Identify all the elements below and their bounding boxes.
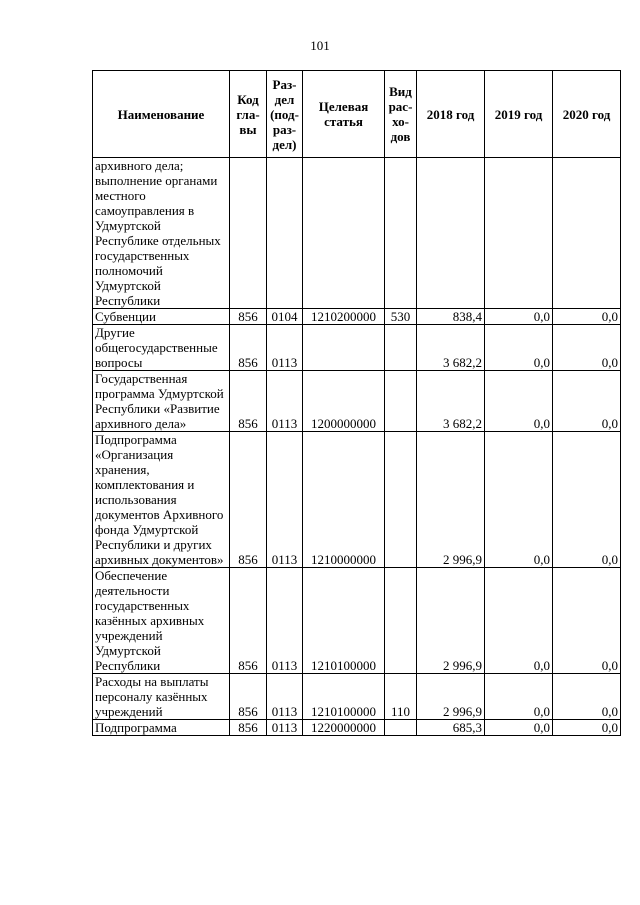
cell-target: [303, 158, 385, 309]
cell-2018: 3 682,2: [417, 371, 485, 432]
cell-2020: 0,0: [553, 432, 621, 568]
cell-code: 856: [230, 720, 267, 736]
cell-target: 1210000000: [303, 432, 385, 568]
cell-target: 1210100000: [303, 674, 385, 720]
cell-section: 0113: [267, 325, 303, 371]
cell-name: Другие общегосударственные вопросы: [93, 325, 230, 371]
cell-2020: 0,0: [553, 325, 621, 371]
cell-2019: 0,0: [485, 432, 553, 568]
cell-type: [385, 432, 417, 568]
budget-table: [92, 70, 621, 736]
cell-name: Обеспечение деятельности государственных казённых архивных учреждений Удмуртской Республики: [93, 568, 230, 674]
cell-name: Подпрограмма «Организация хранения, комплектования и использования документов Архивного фонда Удмуртской Республики и других архивных документов»: [93, 432, 230, 568]
cell-code: 856: [230, 371, 267, 432]
cell-2019: 0,0: [485, 720, 553, 736]
table-row: [93, 720, 621, 736]
table-row: [93, 371, 621, 432]
cell-type: 530: [385, 309, 417, 325]
cell-2020: 0,0: [553, 309, 621, 325]
cell-name: Субвенции: [93, 309, 230, 325]
header-2018: 2018 год: [417, 71, 485, 158]
header-row: [93, 71, 621, 158]
table-row: [93, 309, 621, 325]
cell-section: 0104: [267, 309, 303, 325]
page-number: 101: [310, 38, 330, 53]
cell-code: 856: [230, 432, 267, 568]
cell-2020: 0,0: [553, 371, 621, 432]
cell-type: [385, 158, 417, 309]
cell-code: [230, 158, 267, 309]
header-name: Наименование: [93, 71, 230, 158]
cell-name: Государственная программа Удмуртской Республики «Развитие архивного дела»: [93, 371, 230, 432]
header-target: Целевая статья: [303, 71, 385, 158]
cell-2018: 685,3: [417, 720, 485, 736]
cell-2018: 3 682,2: [417, 325, 485, 371]
cell-2018: 2 996,9: [417, 674, 485, 720]
table-row: [93, 432, 621, 568]
header-2019: 2019 год: [485, 71, 553, 158]
cell-type: 110: [385, 674, 417, 720]
table-row: [93, 674, 621, 720]
cell-2019: 0,0: [485, 325, 553, 371]
cell-name: Подпрограмма: [93, 720, 230, 736]
cell-type: [385, 720, 417, 736]
table-row: [93, 158, 621, 309]
cell-2018: 838,4: [417, 309, 485, 325]
cell-section: 0113: [267, 720, 303, 736]
cell-name: архивного дела; выполнение органами местного самоуправления в Удмуртской Республике отдельных государственных полномочий Удмуртской Республики: [93, 158, 230, 309]
cell-section: 0113: [267, 432, 303, 568]
cell-target: 1210200000: [303, 309, 385, 325]
cell-2020: 0,0: [553, 568, 621, 674]
cell-section: 0113: [267, 674, 303, 720]
header-type: Вид рас-хо-дов: [385, 71, 417, 158]
cell-code: 856: [230, 309, 267, 325]
cell-section: 0113: [267, 371, 303, 432]
cell-section: 0113: [267, 568, 303, 674]
cell-name: Расходы на выплаты персоналу казённых учреждений: [93, 674, 230, 720]
table-row: [93, 568, 621, 674]
header-code: Код гла-вы: [230, 71, 267, 158]
cell-2019: 0,0: [485, 568, 553, 674]
cell-target: [303, 325, 385, 371]
cell-code: 856: [230, 674, 267, 720]
header-section: Раз-дел (под-раз-дел): [267, 71, 303, 158]
table-row: [93, 325, 621, 371]
cell-2018: [417, 158, 485, 309]
header-2020: 2020 год: [553, 71, 621, 158]
cell-2018: 2 996,9: [417, 432, 485, 568]
cell-code: 856: [230, 568, 267, 674]
cell-type: [385, 371, 417, 432]
cell-2019: 0,0: [485, 309, 553, 325]
cell-target: 1210100000: [303, 568, 385, 674]
cell-target: 1220000000: [303, 720, 385, 736]
cell-target: 1200000000: [303, 371, 385, 432]
cell-2019: 0,0: [485, 371, 553, 432]
cell-code: 856: [230, 325, 267, 371]
cell-2020: [553, 158, 621, 309]
cell-2019: 0,0: [485, 674, 553, 720]
cell-2019: [485, 158, 553, 309]
cell-type: [385, 568, 417, 674]
cell-type: [385, 325, 417, 371]
cell-2020: 0,0: [553, 720, 621, 736]
cell-section: [267, 158, 303, 309]
cell-2018: 2 996,9: [417, 568, 485, 674]
cell-2020: 0,0: [553, 674, 621, 720]
